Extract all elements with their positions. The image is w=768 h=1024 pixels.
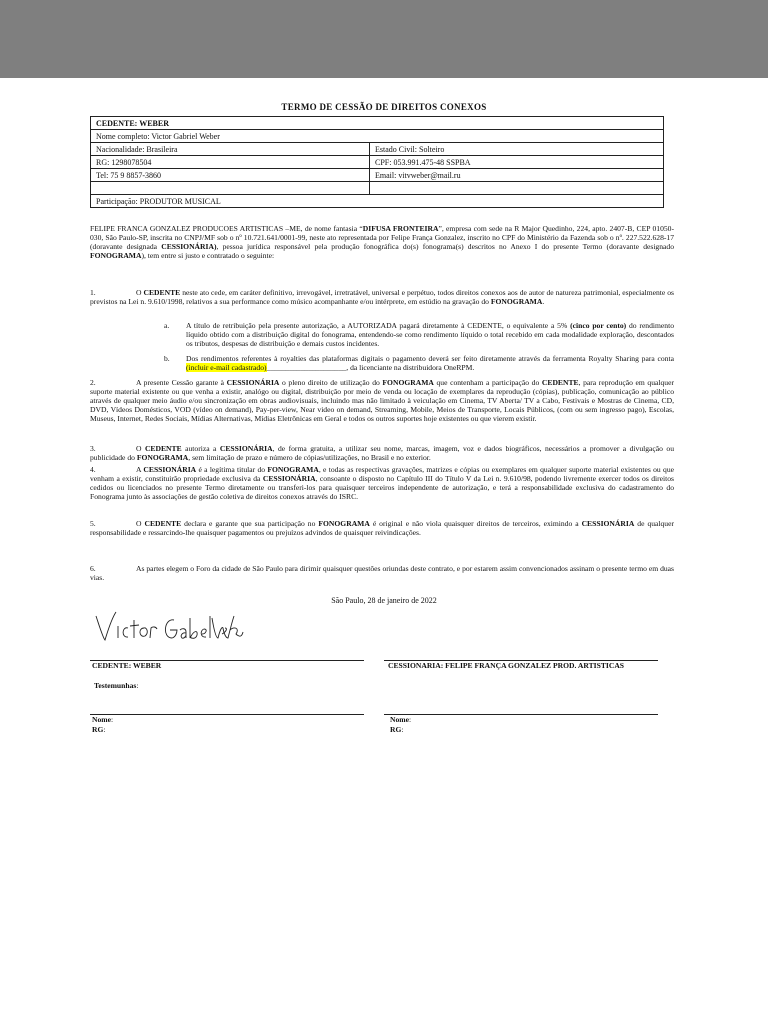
- text: (cinco por cento): [570, 321, 627, 330]
- text: CEDENTE: [144, 444, 182, 453]
- text: , consoante o disposto no Capítulo III do Título V da Lei n. 9.610/98, podendo livremente exercer todos os direitos cedidos ou licenciados no presente Termo diretamente ou transferi-los para quaisquer terceiros independente de autorização, e terá a responsabilidade exclusiva do cadastramento do Fonograma junto às associações de gestão coletiva de direitos conexos através do ISRC.: [90, 474, 675, 502]
- text: neste ato cede, em caráter definitivo, irrevogável, irretratável, universal e perpétuo, todos direitos conexos aos de autor de natureza patrimonial, especialmente os previstos na Lei n. 9.610/1998, relativos a sua performance como músico acompanhante e/ou intérprete, em estúdio na gravação do: [90, 288, 674, 307]
- clause-6: [90, 564, 674, 582]
- cpf: CPF: 053.991.475-48 SSPBA: [370, 156, 664, 169]
- text: autoriza a: [181, 444, 220, 453]
- text: o pleno direito de utilização do: [279, 378, 383, 387]
- text: CESSIONÁRIA: [262, 474, 316, 484]
- text: _____________________: [266, 363, 347, 373]
- intro-paragraph: [90, 224, 674, 260]
- text: CESSIONÁRIA: [219, 444, 273, 453]
- clause-b-label: b.: [164, 354, 170, 363]
- text: CEDENTE: [143, 288, 181, 297]
- text: , e todas as respectivas gravações, matrizes e cópias ou exemplares em qualquer suporte material existentes ou que venham a existir, constituirão propriedade exclusiva da: [90, 465, 674, 484]
- text: , pessoa jurídica responsável pela produção fonográfica do(s) fonograma(s) descritos no Anexo I do presente Termo (doravante designado: [216, 242, 674, 252]
- text: Nome: [390, 715, 409, 724]
- witness-1-rg: [92, 725, 113, 735]
- clause-number: 1.: [90, 288, 96, 297]
- text: :: [103, 724, 106, 734]
- cessionaria-signature-label: CESSIONARIA: FELIPE FRANÇA GONZALEZ PROD. ARTISTICAS: [388, 661, 625, 670]
- witness-2-name: [390, 715, 411, 725]
- participacao: Participação: PRODUTOR MUSICAL: [91, 195, 664, 208]
- text: A: [136, 465, 144, 474]
- text: :: [401, 724, 404, 734]
- clause-2: [90, 378, 674, 423]
- text: ), tem entre si justo e contratado o seguinte:: [141, 251, 275, 261]
- text: :: [136, 681, 139, 690]
- clause-number: 4.: [90, 465, 96, 474]
- cedente-header: CEDENTE: WEBER: [91, 117, 664, 130]
- clause-4: [90, 465, 674, 501]
- text: As partes elegem o Foro da cidade de São Paulo para dirimir quaisquer questões oriundas deste contrato, e por estarem assim convencionados assinam o presente termo em duas vias.: [90, 564, 674, 583]
- document-page: [0, 78, 768, 1024]
- text: , da licenciante na distribuidora OneRPM.: [346, 363, 475, 373]
- estado-civil: Estado Civil: Solteiro: [370, 143, 664, 156]
- text: :: [110, 715, 114, 724]
- testemunhas-label: [94, 681, 138, 690]
- witness-1-fields: [92, 715, 113, 734]
- text: FONOGRAMA: [490, 297, 543, 307]
- witness-2-rg: [390, 725, 411, 735]
- text: é original e não viola quaisquer direitos de terceiros, eximindo a: [369, 519, 582, 528]
- text: CESSIONÁRIA: [226, 378, 280, 387]
- text: , para reprodução em qualquer suporte material existente ou que venha a existir, analógo ou digital, distribuição por meio de venda ou locação de exemplares da reprodução (cópias), publicação, comunicação ao público através de qualquer meio áudio e/ou sincronização em obras audiovisuais, incluindo mas não limitado à veiculação em Cinema, TV Aberta/ TV a Cabo, Festivais e Mostras de Cinema, CD, DVD, Vídeos Domésticos, VOD (vídeo on demand), Pay-per-view, Near video on demand, Streaming, Mobile, Meios de Transporte, Locais Públicos, (com ou sem ingresso pago), Escolas, Museus, Internet, Redes Sociais, Mídias Alternativas, Mídias Eletrônicas em Geral e todos os outros suportes hoje existentes ou que vierem existir.: [90, 378, 675, 424]
- clause-number: 2.: [90, 378, 96, 387]
- text: A título de retribuição pela presente autorização, a AUTORIZADA pagará diretamente à CEDENTE, o equivalente a 5%: [186, 321, 571, 330]
- text: CESSIONÁRIA: [143, 465, 197, 474]
- text: , de forma gratuita, a utilizar seu nome, marcas, imagem, voz e dados biográficos, necessários a promover a divulgação ou publicidade do: [90, 444, 674, 463]
- text: Testemunhas: [94, 681, 137, 690]
- clause-5: [90, 519, 674, 537]
- cedente-signature-label: CEDENTE: WEBER: [92, 661, 162, 670]
- text: FONOGRAMA: [382, 378, 434, 387]
- text: CEDENTE: [144, 519, 182, 528]
- text: FONOGRAMA: [267, 465, 319, 474]
- cedente-info-table: [90, 116, 664, 208]
- witness-1-name: [92, 715, 113, 725]
- text: de qualquer responsabilidade e ressarcindo-lhe quaisquer pagamentos ou prejuízos advindos de quaisquer reivindicações.: [90, 519, 675, 538]
- text: FONOGRAMA: [136, 453, 189, 463]
- text: do rendimento líquido obtido com a distribuição digital do fonograma, entendendo-se como rendimento líquido o total recebido em cada modalidade exploração, descontados os tributos, despesas de distribuição e demais custos incidentes.: [186, 321, 674, 349]
- text: CEDENTE: [541, 378, 579, 387]
- text: RG: [92, 724, 104, 734]
- document-title: TERMO DE CESSÃO DE DIREITOS CONEXOS: [281, 102, 487, 112]
- nome-completo: Nome completo: Victor Gabriel Weber: [91, 130, 664, 143]
- clause-number: 6.: [90, 564, 96, 573]
- witness-2-fields: [390, 715, 411, 734]
- clause-b: [186, 354, 674, 372]
- text: :: [408, 715, 412, 724]
- text: DIFUSA FRONTEIRA: [362, 224, 439, 233]
- clause-1: [90, 288, 674, 306]
- telefone: Tel: 75 9 8857-3860: [91, 169, 370, 182]
- highlighted-text: (incluir e-mail cadastrado): [186, 363, 267, 373]
- text: é a legítima titular do: [196, 465, 268, 474]
- clause-3: [90, 444, 674, 462]
- rg: RG: 1298078504: [91, 156, 370, 169]
- nacionalidade: Nacionalidade: Brasileira: [91, 143, 370, 156]
- text: que contenham a participação do: [433, 378, 542, 387]
- text: O: [136, 444, 145, 453]
- text: declara e garante que sua participação no: [181, 519, 319, 528]
- text: CESSIONÁRIA: [581, 519, 635, 528]
- text: RG: [390, 724, 402, 734]
- text: FELIPE FRANCA GONZALEZ PRODUCOES ARTISTICAS –ME, de nome fantasia “: [90, 224, 363, 233]
- witness-line-1: [90, 714, 364, 715]
- clause-a: [186, 321, 674, 348]
- text: CESSIONÁRIA): [161, 242, 217, 252]
- text: ”, empresa com sede na R Major Quedinho, 224, apto. 2407-B, CEP 01050-030, São Paulo-SP, inscrita no CNPJ/MF sob o nº 10.721.641/0001-99, neste ato representada por Felipe França Gonzalez, inscrito no CPF do Ministério da Fazenda sob o nº. 227.522.628-17 (doravante designada: [90, 224, 674, 252]
- empty-cell: [370, 182, 664, 195]
- text: A presente Cessão garante à: [136, 378, 227, 387]
- text: Dos rendimentos referentes à royalties das plataformas digitais o pagamento deverá ser feito diretamente através da ferramenta Royalty Sharing para conta: [186, 354, 674, 363]
- clause-number: 5.: [90, 519, 96, 528]
- date-line: São Paulo, 28 de janeiro de 2022: [331, 596, 437, 605]
- text: FONOGRAMA: [318, 519, 370, 528]
- clause-number: 3.: [90, 444, 96, 453]
- text: .: [542, 297, 545, 307]
- empty-cell: [91, 182, 370, 195]
- clause-a-label: a.: [164, 321, 170, 330]
- email: Email: vitvweber@mail.ru: [370, 169, 664, 182]
- text: Nome: [92, 715, 111, 724]
- text: O: [136, 288, 144, 297]
- witness-line-2: [384, 714, 658, 715]
- text: FONOGRAMA: [90, 251, 142, 261]
- handwritten-signature: [94, 608, 244, 646]
- text: O: [136, 519, 145, 528]
- text: , sem limitação de prazo e número de cópias/utilizações, no Brasil e no exterior.: [188, 453, 431, 463]
